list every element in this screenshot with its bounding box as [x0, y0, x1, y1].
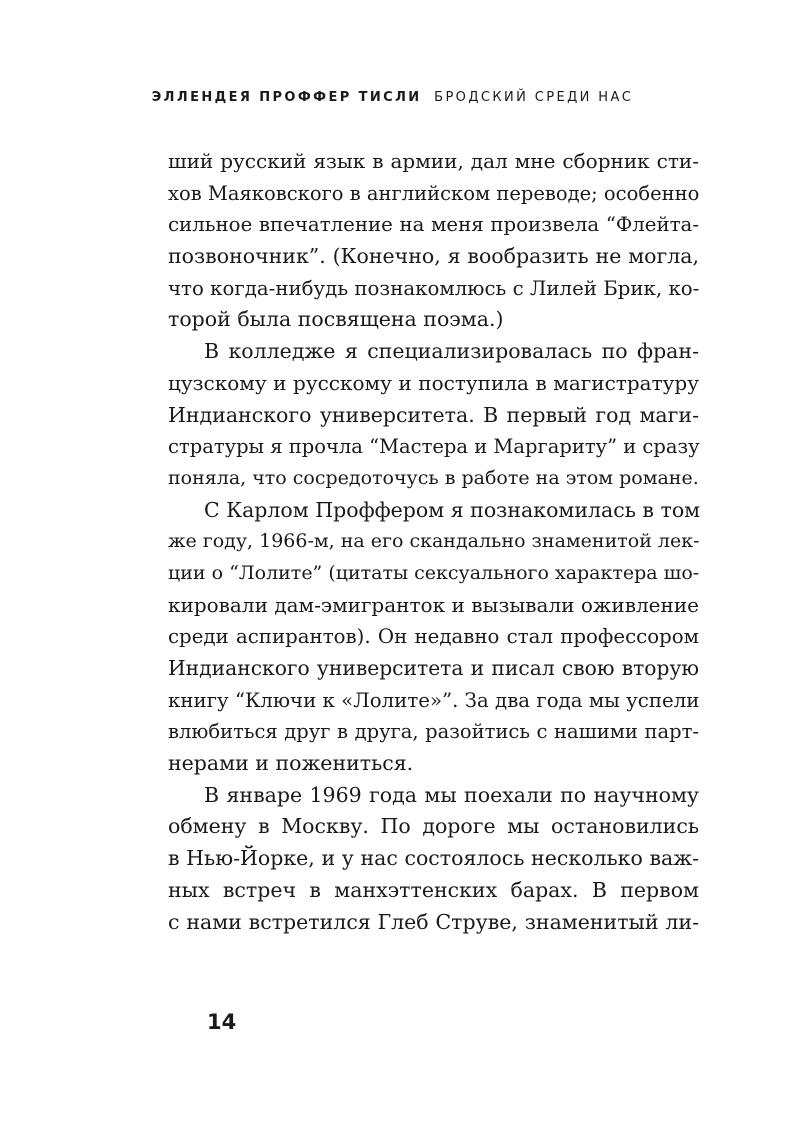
page-number: 14: [207, 1010, 237, 1034]
text-line: влюбиться друг в друга, разойтись с нашими парт-: [168, 720, 699, 744]
text-line: цузскому и русскому и поступила в магистратуру: [168, 370, 699, 395]
text-line: Индианского университета. В первый год маги-: [168, 402, 699, 427]
running-head-author: ЭЛЛЕНДЕЯ ПРОФФЕР ТИСЛИ: [151, 90, 422, 105]
running-head-book-title: БРОДСКИЙ СРЕДИ НАС: [434, 90, 634, 105]
text-line: обмену в Москву. По дороге мы остановились: [168, 814, 699, 839]
text-line: ных встреч в манхэттенских барах. В первом: [168, 877, 699, 902]
text-line: среди аспирантов). Он недавно стал профессором: [168, 625, 699, 649]
text-line: позвоночник”. (Конечно, я вообразить не могла,: [168, 244, 699, 269]
text-line: В колледже я специализировалась по фран-: [204, 339, 699, 364]
text-line: кировали дам-эмигранток и вызывали оживление: [168, 592, 699, 617]
text-line: с нами встретился Глеб Струве, знаменитый ли-: [168, 909, 699, 934]
text-line: хов Маяковского в английском переводе; особенно: [168, 181, 700, 205]
text-line: сильное впечатление на меня произвела “Флейта-: [168, 213, 699, 237]
text-line: С Карлом Проффером я познакомилась в том: [204, 497, 701, 522]
text-line: нерами и пожениться.: [168, 751, 414, 776]
body-text: [168, 146, 699, 938]
text-line: ции о “Лолите” (цитаты сексуального характера шо-: [168, 561, 700, 584]
text-line: поняла, что сосредоточусь в работе на этом романе.: [168, 466, 699, 489]
running-head: [0, 90, 785, 105]
text-line: В январе 1969 года мы поехали по научному: [204, 782, 699, 807]
text-line: что когда-нибудь познакомлюсь с Лилей Брик, ко-: [168, 276, 700, 300]
text-line: Индианского университета и писал свою вторую: [168, 656, 699, 680]
text-line: же году, 1966-м, на его скандально знаменитой лек-: [168, 530, 700, 553]
text-line: стратуры я прочла “Мастера и Маргариту” и сразу: [168, 435, 700, 459]
text-line: книгу “Ключи к «Лолите»”. За два года мы успели: [168, 688, 700, 712]
text-line: ший русский язык в армии, дал мне сборник сти-: [168, 149, 699, 173]
text-line: торой была посвящена поэма.): [168, 307, 504, 332]
text-line: в Нью-Йорке, и у нас состоялось несколько важ-: [168, 846, 699, 871]
